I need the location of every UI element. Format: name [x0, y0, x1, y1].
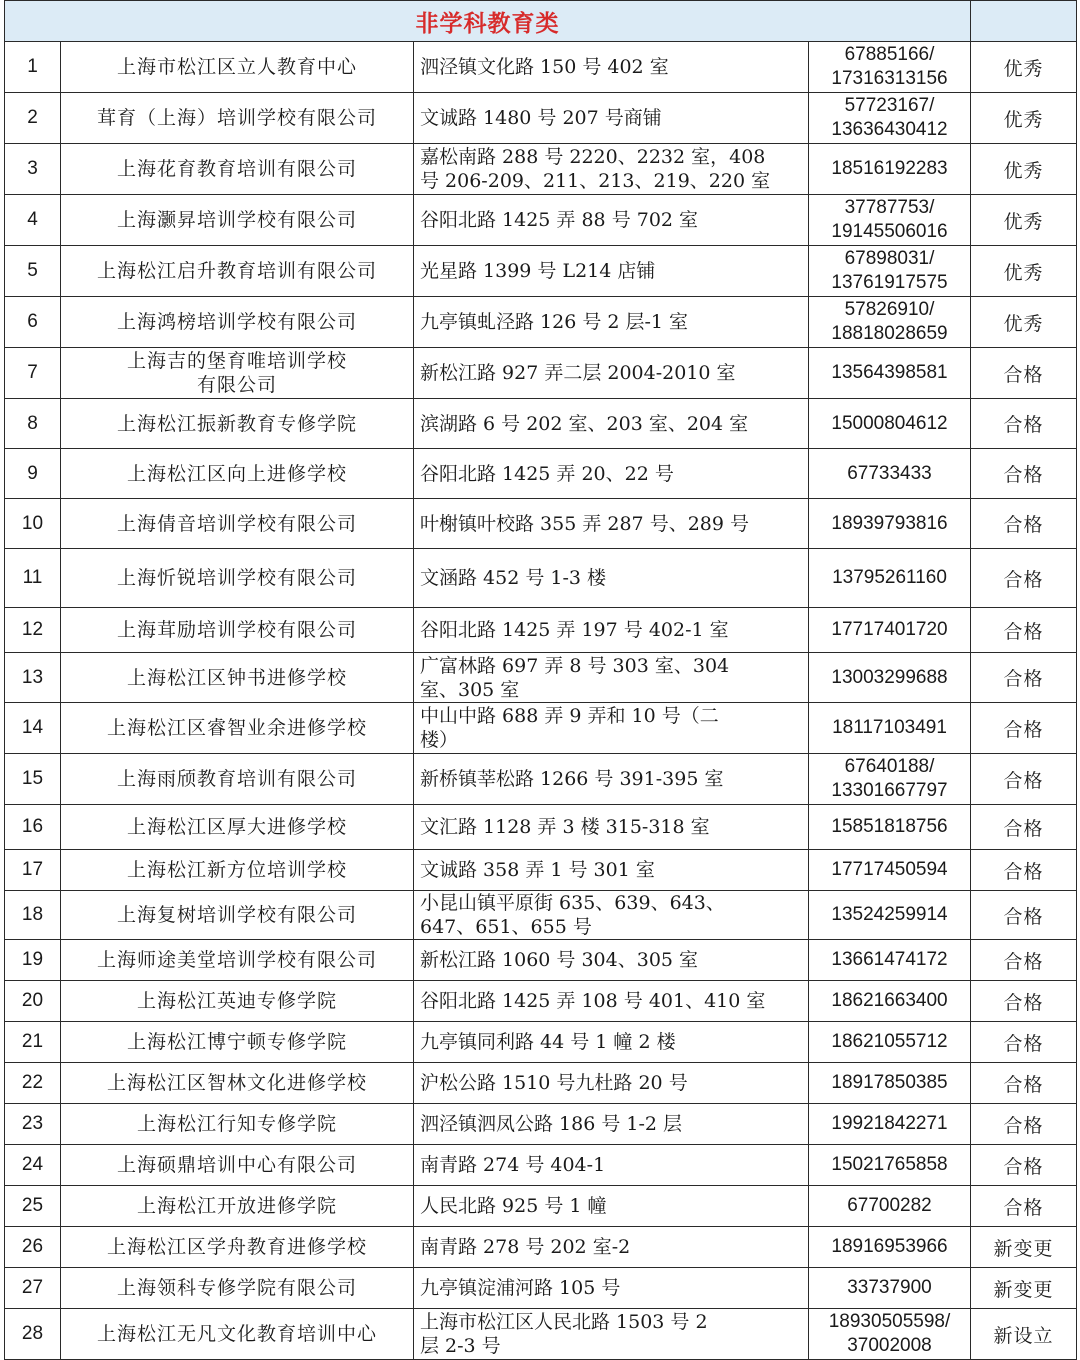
contact-phone-line: 13524259914	[831, 904, 948, 925]
contact-phone-line: 18621055712	[831, 1031, 948, 1052]
rating-status: 合格	[971, 805, 1077, 850]
table-row	[5, 42, 1077, 93]
contact-phone-line: 15000804612	[831, 412, 948, 434]
institution-address-line: 室、305 室	[420, 678, 520, 701]
contact-phone-line: 13003299688	[831, 666, 948, 688]
institution-name-line: 上海倩音培训学校有限公司	[116, 512, 357, 535]
institution-address	[414, 653, 809, 703]
row-number: 23	[5, 1104, 61, 1145]
contact-phone	[809, 805, 971, 850]
table-row	[5, 940, 1077, 981]
institution-address	[414, 608, 809, 653]
rating-status: 合格	[971, 1186, 1077, 1227]
institution-address	[414, 1268, 809, 1309]
row-number: 7	[5, 348, 61, 399]
rating-status: 合格	[971, 608, 1077, 653]
institution-address-line: 文涵路 452 号 1-3 楼	[420, 567, 607, 589]
institution-name-line: 上海茸励培训学校有限公司	[116, 619, 357, 641]
contact-phone-line: 18621663400	[831, 990, 948, 1011]
institution-name	[61, 754, 414, 805]
table-row	[5, 348, 1077, 399]
institution-address-line: 上海市松江区人民北路 1503 号 2	[420, 1311, 708, 1333]
institution-address-line: 广富林路 697 弄 8 号 303 室、304	[420, 654, 730, 677]
contact-phone-line: 13661474172	[831, 949, 948, 970]
institution-address-line: 滨湖路 6 号 202 室、203 室、204 室	[420, 412, 749, 435]
contact-phone-line: 13795261160	[832, 567, 947, 588]
contact-phone	[809, 1145, 971, 1186]
institution-address	[414, 348, 809, 399]
contact-phone-line: 15851818756	[831, 816, 948, 837]
institution-address-line: 谷阳北路 1425 弄 108 号 401、410 室	[420, 990, 766, 1012]
institution-address	[414, 144, 809, 195]
institution-name	[61, 195, 414, 246]
category-header-row	[5, 1, 1077, 42]
institution-address-line: 文诚路 1480 号 207 号商铺	[420, 107, 662, 129]
institution-name	[61, 850, 414, 891]
institution-address	[414, 1145, 809, 1186]
contact-phone-line: 13564398581	[831, 362, 948, 383]
institution-address	[414, 297, 809, 348]
contact-phone-line: 18930505598/	[828, 1311, 951, 1332]
institution-name	[61, 703, 414, 754]
contact-phone	[809, 940, 971, 981]
row-number: 22	[5, 1063, 61, 1104]
contact-phone-line: 17717450594	[831, 859, 948, 880]
rating-status: 新设立	[971, 1309, 1077, 1360]
contact-phone	[809, 754, 971, 805]
contact-phone	[809, 1063, 971, 1104]
table-row	[5, 449, 1077, 499]
contact-phone	[809, 703, 971, 754]
row-number: 4	[5, 195, 61, 246]
institution-name	[61, 449, 414, 499]
institution-name-line: 上海松江区智林文化进修学校	[106, 1072, 367, 1094]
institution-name	[61, 805, 414, 850]
contact-phone	[809, 42, 971, 93]
rating-status: 合格	[971, 1104, 1077, 1145]
rating-status: 合格	[971, 1145, 1077, 1186]
table-row	[5, 297, 1077, 348]
table-row	[5, 246, 1077, 297]
contact-phone	[809, 1104, 971, 1145]
institution-address-line: 泗泾镇泗凤公路 186 号 1-2 层	[420, 1113, 683, 1135]
contact-phone-line: 19921842271	[831, 1113, 948, 1134]
institution-address-line: 沪松公路 1510 号九杜路 20 号	[420, 1072, 688, 1094]
institution-name	[61, 891, 414, 940]
row-number: 15	[5, 754, 61, 805]
category-title: 非学科教育类	[5, 1, 971, 42]
institution-name-line: 上海领科专修学院有限公司	[116, 1277, 357, 1299]
row-number: 10	[5, 499, 61, 549]
institution-address-line: 中山中路 688 弄 9 弄和 10 号（二	[420, 705, 719, 727]
table-row	[5, 653, 1077, 703]
institution-name	[61, 1104, 414, 1145]
table-row	[5, 195, 1077, 246]
table-row	[5, 1145, 1077, 1186]
row-number: 24	[5, 1145, 61, 1186]
institution-address	[414, 703, 809, 754]
contact-phone	[809, 608, 971, 653]
contact-phone	[809, 1227, 971, 1268]
institution-address-line: 光星路 1399 号 L214 店铺	[420, 260, 656, 282]
institution-address	[414, 1186, 809, 1227]
institution-address-line: 谷阳北路 1425 弄 20、22 号	[420, 462, 674, 485]
contact-phone	[809, 1186, 971, 1227]
row-number: 9	[5, 449, 61, 499]
contact-phone	[809, 1022, 971, 1063]
rating-status: 合格	[971, 1022, 1077, 1063]
contact-phone-line: 18516192283	[831, 158, 948, 179]
institution-name-line: 上海松江行知专修学院	[136, 1113, 337, 1135]
institution-name-line: 上海硕鼎培训中心有限公司	[116, 1154, 357, 1176]
row-number: 20	[5, 981, 61, 1022]
institution-address-line: 647、651、655 号	[420, 916, 592, 938]
table-row	[5, 499, 1077, 549]
institution-address	[414, 399, 809, 449]
institution-name-line: 上海师途美堂培训学校有限公司	[96, 949, 377, 971]
institution-name-line: 上海松江开放进修学院	[136, 1195, 337, 1217]
institution-name-line: 上海松江区厚大进修学校	[126, 816, 347, 838]
row-number: 12	[5, 608, 61, 653]
institution-name	[61, 981, 414, 1022]
contact-phone	[809, 549, 971, 608]
contact-phone-line: 18818028659	[831, 323, 948, 344]
row-number: 27	[5, 1268, 61, 1309]
contact-phone-line: 15021765858	[831, 1154, 948, 1175]
institution-address-line: 号 206-209、211、213、219、220 室	[420, 170, 771, 192]
institution-name	[61, 42, 414, 93]
row-number: 21	[5, 1022, 61, 1063]
table-row	[5, 1022, 1077, 1063]
institution-name	[61, 348, 414, 399]
institution-name-line: 上海松江振新教育专修学院	[116, 412, 357, 435]
contact-phone-line: 18917850385	[831, 1072, 948, 1093]
institution-address	[414, 42, 809, 93]
institution-address	[414, 891, 809, 940]
row-number: 14	[5, 703, 61, 754]
table-row	[5, 1063, 1077, 1104]
institution-name-line: 上海松江区钟书进修学校	[126, 666, 347, 689]
row-number: 1	[5, 42, 61, 93]
rating-status: 优秀	[971, 297, 1077, 348]
contact-phone	[809, 850, 971, 891]
rating-status: 合格	[971, 850, 1077, 891]
rating-status: 合格	[971, 940, 1077, 981]
institution-name-line: 上海松江无凡文化教育培训中心	[96, 1323, 377, 1345]
contact-phone	[809, 1309, 971, 1360]
rating-status: 合格	[971, 754, 1077, 805]
contact-phone	[809, 449, 971, 499]
institution-address-line: 叶榭镇叶校路 355 弄 287 号、289 号	[420, 512, 749, 535]
institution-name-line: 上海忻锐培训学校有限公司	[116, 567, 357, 589]
row-number: 8	[5, 399, 61, 449]
institution-name	[61, 1063, 414, 1104]
table-row	[5, 608, 1077, 653]
institution-address-line: 谷阳北路 1425 弄 88 号 702 室	[420, 209, 699, 231]
table-row	[5, 981, 1077, 1022]
contact-phone-line: 67700282	[847, 1195, 932, 1216]
table-row	[5, 144, 1077, 195]
row-number: 13	[5, 653, 61, 703]
row-number: 26	[5, 1227, 61, 1268]
institution-address	[414, 940, 809, 981]
table-row	[5, 754, 1077, 805]
institution-address	[414, 1104, 809, 1145]
rating-status: 优秀	[971, 195, 1077, 246]
institution-name	[61, 1268, 414, 1309]
institution-address-line: 小昆山镇平原街 635、639、643、	[420, 892, 725, 914]
institution-address	[414, 1063, 809, 1104]
row-number: 3	[5, 144, 61, 195]
contact-phone-line: 18117103491	[832, 717, 947, 738]
contact-phone	[809, 348, 971, 399]
table-row	[5, 1309, 1077, 1360]
institution-address	[414, 805, 809, 850]
institution-name-line: 有限公司	[196, 374, 277, 396]
institution-name-line: 上海市松江区立人教育中心	[116, 56, 357, 78]
institution-name-line: 上海灏昇培训学校有限公司	[116, 209, 357, 231]
institution-address-line: 文汇路 1128 弄 3 楼 315-318 室	[420, 816, 710, 838]
table-row	[5, 1186, 1077, 1227]
institution-name	[61, 940, 414, 981]
institution-name	[61, 1186, 414, 1227]
institution-name	[61, 653, 414, 703]
row-number: 18	[5, 891, 61, 940]
institution-name-line: 茸育（上海）培训学校有限公司	[96, 107, 377, 129]
institution-name-line: 上海松江博宁顿专修学院	[126, 1031, 347, 1053]
table-row	[5, 850, 1077, 891]
rating-status: 合格	[971, 399, 1077, 449]
institution-address	[414, 549, 809, 608]
rating-status: 合格	[971, 891, 1077, 940]
rating-status: 合格	[971, 449, 1077, 499]
contact-phone-line: 18916953966	[831, 1236, 948, 1257]
row-number: 28	[5, 1309, 61, 1360]
institution-name	[61, 1145, 414, 1186]
rating-status: 合格	[971, 1063, 1077, 1104]
table-row	[5, 1104, 1077, 1145]
institution-table	[4, 0, 1077, 1360]
row-number: 16	[5, 805, 61, 850]
institution-address	[414, 449, 809, 499]
row-number: 11	[5, 549, 61, 608]
institution-address-line: 新松江路 927 弄二层 2004-2010 室	[420, 362, 736, 384]
rating-status: 合格	[971, 703, 1077, 754]
contact-phone	[809, 144, 971, 195]
institution-name-line: 上海鸿榜培训学校有限公司	[116, 311, 357, 333]
institution-address	[414, 246, 809, 297]
row-number: 25	[5, 1186, 61, 1227]
institution-address-line: 嘉松南路 288 号 2220、2232 室，408	[420, 146, 766, 168]
table-row	[5, 891, 1077, 940]
contact-phone	[809, 1268, 971, 1309]
institution-name-line: 上海松江新方位培训学校	[126, 859, 347, 881]
institution-name	[61, 499, 414, 549]
contact-phone-line: 19145506016	[831, 221, 948, 242]
institution-address-line: 层 2-3 号	[420, 1335, 501, 1357]
institution-name-line: 上海松江英迪专修学院	[136, 990, 337, 1012]
institution-name-line: 上海雨颀教育培训有限公司	[116, 768, 357, 790]
institution-name	[61, 144, 414, 195]
contact-phone-line: 67733433	[847, 462, 932, 484]
contact-phone	[809, 653, 971, 703]
table-row	[5, 805, 1077, 850]
contact-phone-line: 18939793816	[831, 512, 948, 534]
table-row	[5, 703, 1077, 754]
contact-phone-line: 33737900	[847, 1277, 932, 1298]
institution-address	[414, 499, 809, 549]
contact-phone-line: 17717401720	[831, 619, 948, 640]
rating-status: 优秀	[971, 93, 1077, 144]
rating-status: 合格	[971, 549, 1077, 608]
institution-address-line: 楼）	[420, 729, 459, 751]
contact-phone	[809, 499, 971, 549]
institution-address-line: 九亭镇同利路 44 号 1 幢 2 楼	[420, 1031, 676, 1053]
rating-status: 合格	[971, 981, 1077, 1022]
row-number: 2	[5, 93, 61, 144]
institution-address-line: 新松江路 1060 号 304、305 室	[420, 949, 699, 971]
row-number: 5	[5, 246, 61, 297]
rating-status: 合格	[971, 653, 1077, 703]
table-row	[5, 1227, 1077, 1268]
contact-phone-line: 37002008	[847, 1335, 932, 1356]
contact-phone	[809, 891, 971, 940]
institution-address-line: 谷阳北路 1425 弄 197 号 402-1 室	[420, 619, 729, 641]
institution-name-line: 上海松江区睿智业余进修学校	[106, 717, 367, 739]
institution-address	[414, 850, 809, 891]
institution-name-line: 上海松江区学舟教育进修学校	[106, 1236, 367, 1258]
institution-name	[61, 246, 414, 297]
table-row	[5, 549, 1077, 608]
institution-address-line: 新桥镇莘松路 1266 号 391-395 室	[420, 768, 724, 790]
contact-phone	[809, 981, 971, 1022]
table-row	[5, 399, 1077, 449]
contact-phone-line: 37787753/	[844, 197, 935, 218]
institution-address-line: 九亭镇虬泾路 126 号 2 层-1 室	[420, 311, 689, 333]
row-number: 6	[5, 297, 61, 348]
contact-phone	[809, 246, 971, 297]
institution-address-line: 南青路 274 号 404-1	[420, 1154, 606, 1176]
rating-status: 合格	[971, 499, 1077, 549]
institution-address-line: 文诚路 358 弄 1 号 301 室	[420, 859, 655, 881]
institution-address	[414, 754, 809, 805]
contact-phone-line: 67885166/	[844, 44, 935, 65]
row-number: 19	[5, 940, 61, 981]
rating-status: 优秀	[971, 246, 1077, 297]
institution-name	[61, 93, 414, 144]
rating-status: 合格	[971, 348, 1077, 399]
table-row	[5, 93, 1077, 144]
institution-address	[414, 195, 809, 246]
contact-phone	[809, 297, 971, 348]
institution-name-line: 上海花育教育培训有限公司	[116, 158, 357, 180]
contact-phone	[809, 399, 971, 449]
institution-name	[61, 297, 414, 348]
institution-name-line: 上海吉的堡育唯培训学校	[126, 350, 347, 372]
institution-name	[61, 399, 414, 449]
contact-phone-line: 57826910/	[844, 299, 935, 320]
institution-address	[414, 981, 809, 1022]
rating-status: 优秀	[971, 144, 1077, 195]
contact-phone	[809, 195, 971, 246]
institution-address	[414, 93, 809, 144]
contact-phone	[809, 93, 971, 144]
row-number: 17	[5, 850, 61, 891]
rating-status: 优秀	[971, 42, 1077, 93]
rating-status: 新变更	[971, 1227, 1077, 1268]
contact-phone-line: 13301667797	[831, 780, 948, 801]
institution-name	[61, 1022, 414, 1063]
institution-name	[61, 549, 414, 608]
institution-address-line: 南青路 278 号 202 室-2	[420, 1236, 631, 1258]
contact-phone-line: 13761917575	[831, 272, 948, 293]
institution-name-line: 上海松江区向上进修学校	[126, 462, 347, 485]
institution-address	[414, 1227, 809, 1268]
institution-address-line: 人民北路 925 号 1 幢	[420, 1195, 607, 1217]
institution-address	[414, 1022, 809, 1063]
institution-name	[61, 1309, 414, 1360]
table-row	[5, 1268, 1077, 1309]
rating-status: 新变更	[971, 1268, 1077, 1309]
institution-name-line: 上海松江启升教育培训有限公司	[96, 260, 377, 282]
institution-name	[61, 1227, 414, 1268]
institution-name-line: 上海复树培训学校有限公司	[116, 904, 357, 926]
contact-phone-line: 67898031/	[844, 248, 935, 269]
institution-address-line: 九亭镇淀浦河路 105 号	[420, 1277, 621, 1299]
contact-phone-line: 17316313156	[831, 68, 948, 89]
institution-address-line: 泗泾镇文化路 150 号 402 室	[420, 56, 669, 78]
institution-address	[414, 1309, 809, 1360]
contact-phone-line: 67640188/	[844, 756, 935, 777]
institution-name	[61, 608, 414, 653]
contact-phone-line: 57723167/	[844, 95, 935, 116]
contact-phone-line: 13636430412	[831, 119, 948, 140]
header-empty-cell	[971, 1, 1077, 42]
